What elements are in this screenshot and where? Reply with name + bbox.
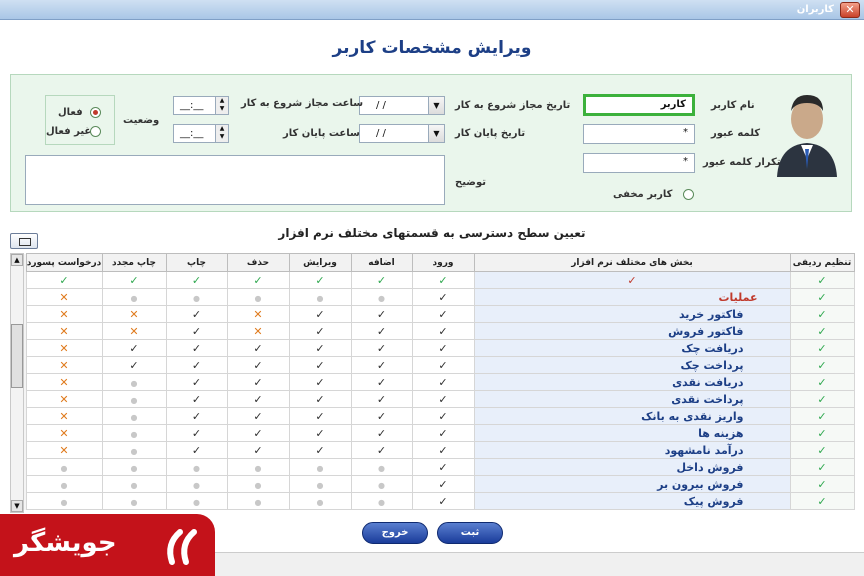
permission-cell[interactable]: ✓ <box>166 442 227 459</box>
table-row <box>10 357 854 374</box>
row-setting-cell[interactable]: ✓ <box>790 391 854 408</box>
permission-cell[interactable]: ✓ <box>289 425 351 442</box>
section-name-cell: فروش داخل <box>474 459 790 476</box>
table-row <box>10 374 854 391</box>
col-row-setting: تنظیم ردیفی <box>790 254 854 272</box>
inactive-label: غیر فعال <box>46 126 92 137</box>
spinner-icon[interactable]: ▲ ▼ <box>215 97 228 114</box>
permission-cell[interactable]: ✓ <box>289 357 351 374</box>
confirm-password-input[interactable]: * <box>583 153 695 173</box>
permission-cell[interactable]: ✓ <box>412 493 474 510</box>
permission-cell[interactable]: ✓ <box>166 408 227 425</box>
username-label: نام کاربر <box>711 100 755 111</box>
permission-cell[interactable]: ● <box>26 493 102 510</box>
row-setting-cell[interactable]: ✓ <box>790 493 854 510</box>
permission-cell[interactable]: ✓ <box>289 442 351 459</box>
permission-cell[interactable]: ✓ <box>351 425 412 442</box>
table-row <box>10 493 854 510</box>
inactive-radio[interactable] <box>90 126 101 137</box>
permission-cell[interactable]: ✓ <box>227 442 289 459</box>
section-name-cell: دریافت نقدی <box>474 374 790 391</box>
permission-cell: ✕ <box>26 289 102 306</box>
permission-cell[interactable]: ✕ <box>227 306 289 323</box>
table-group-row <box>10 289 854 306</box>
permission-cell[interactable]: ✓ <box>412 374 474 391</box>
active-radio[interactable] <box>90 107 101 118</box>
permission-cell: ● <box>351 289 412 306</box>
permission-cell[interactable]: ✓ <box>351 340 412 357</box>
permission-cell[interactable]: ✓ <box>412 357 474 374</box>
permission-cell[interactable]: ● <box>26 459 102 476</box>
permissions-table <box>10 253 855 510</box>
permission-cell: ✓ <box>412 289 474 306</box>
access-section-title: تعیین سطح دسترسی به قسمتهای مختلف نرم افزار <box>278 226 586 240</box>
permission-cell[interactable]: ✕ <box>102 306 166 323</box>
table-row <box>10 408 854 425</box>
permission-cell[interactable]: ● <box>166 459 227 476</box>
permission-cell[interactable]: ✓ <box>351 442 412 459</box>
exit-button[interactable]: خروج <box>362 522 428 544</box>
permission-cell[interactable]: ✓ <box>412 391 474 408</box>
scroll-up-icon[interactable]: ▲ <box>11 254 23 266</box>
permission-cell[interactable]: ● <box>102 425 166 442</box>
col-edit: ویرایش <box>289 254 351 272</box>
page-title: ویرایش مشخصات کاربر <box>332 38 532 58</box>
permission-cell[interactable]: ✕ <box>227 323 289 340</box>
permission-cell[interactable]: ✓ <box>289 408 351 425</box>
status-group <box>45 95 115 145</box>
end-time-label: ساعت پایان کار <box>283 128 360 139</box>
end-date-value: / / <box>376 128 386 139</box>
permission-cell[interactable]: ✓ <box>412 340 474 357</box>
row-setting-cell[interactable]: ✓ <box>790 340 854 357</box>
permission-cell[interactable]: ✓ <box>227 391 289 408</box>
section-name-cell: هزینه ها <box>474 425 790 442</box>
permission-cell[interactable]: ✕ <box>26 357 102 374</box>
window-titlebar <box>0 0 864 20</box>
row-setting-cell[interactable]: ✓ <box>790 374 854 391</box>
permission-cell[interactable]: ✕ <box>102 323 166 340</box>
table-row-toggle-all <box>10 272 854 289</box>
spinner-icon[interactable]: ▲ ▼ <box>215 125 228 142</box>
permission-cell[interactable]: ● <box>166 493 227 510</box>
permission-cell[interactable]: ● <box>351 476 412 493</box>
permission-cell[interactable]: ✓ <box>102 340 166 357</box>
table-header-row <box>10 254 854 272</box>
permission-cell[interactable]: ✕ <box>26 442 102 459</box>
table-row <box>10 442 854 459</box>
permission-cell[interactable]: ● <box>102 493 166 510</box>
permission-cell[interactable]: ✓ <box>166 357 227 374</box>
permission-cell[interactable]: ✓ <box>227 408 289 425</box>
permission-cell[interactable]: ✓ <box>289 306 351 323</box>
user-avatar-icon <box>773 89 841 177</box>
permission-cell[interactable]: ● <box>166 476 227 493</box>
start-date-value: / / <box>376 100 386 111</box>
toggle-all-cell[interactable]: ✓ <box>412 272 474 289</box>
row-setting-cell[interactable]: ✓ <box>790 272 854 289</box>
start-time-label: ساعت مجاز شروع به کار <box>241 98 364 109</box>
permission-cell[interactable]: ● <box>102 476 166 493</box>
permission-cell[interactable]: ● <box>26 476 102 493</box>
table-row <box>10 323 854 340</box>
permission-cell[interactable]: ✓ <box>412 306 474 323</box>
permission-cell[interactable]: ● <box>227 459 289 476</box>
chevron-down-icon[interactable]: ▼ <box>428 125 444 142</box>
permission-cell[interactable]: ✓ <box>289 340 351 357</box>
permission-cell[interactable]: ✓ <box>166 391 227 408</box>
permission-cell[interactable]: ✓ <box>412 323 474 340</box>
permission-cell: ● <box>166 289 227 306</box>
table-row <box>10 391 854 408</box>
permission-cell[interactable]: ✓ <box>412 408 474 425</box>
permission-cell[interactable]: ● <box>102 459 166 476</box>
permission-cell[interactable]: ● <box>102 391 166 408</box>
permission-cell[interactable]: ✓ <box>166 340 227 357</box>
row-setting-cell[interactable]: ✓ <box>790 357 854 374</box>
permission-cell[interactable]: ✓ <box>351 306 412 323</box>
permission-cell[interactable]: ● <box>351 459 412 476</box>
save-button[interactable]: ثبت <box>437 522 503 544</box>
row-setting-cell[interactable]: ✓ <box>790 425 854 442</box>
permission-cell[interactable]: ✓ <box>227 340 289 357</box>
row-setting-cell[interactable]: ✓ <box>790 442 854 459</box>
permission-cell[interactable]: ✓ <box>289 391 351 408</box>
permission-cell[interactable]: ✓ <box>351 408 412 425</box>
row-setting-cell[interactable]: ✓ <box>790 323 854 340</box>
permission-cell[interactable]: ✕ <box>26 425 102 442</box>
description-textarea[interactable] <box>25 155 445 205</box>
table-row <box>10 340 854 357</box>
toggle-all-cell[interactable]: ✓ <box>289 272 351 289</box>
start-time-input[interactable] <box>173 96 229 115</box>
permission-cell[interactable]: ✓ <box>412 425 474 442</box>
permission-cell[interactable]: ✕ <box>26 306 102 323</box>
password-input[interactable]: * <box>583 124 695 144</box>
permission-cell[interactable]: ● <box>289 459 351 476</box>
permission-cell[interactable]: ✓ <box>412 476 474 493</box>
section-name-cell: پرداخت چک <box>474 357 790 374</box>
toggle-all-cell[interactable]: ✓ <box>26 272 102 289</box>
permission-cell[interactable]: ✓ <box>227 425 289 442</box>
permission-cell[interactable]: ● <box>227 476 289 493</box>
row-setting-cell[interactable]: ✓ <box>790 408 854 425</box>
section-name-cell: فروش بیرون بر <box>474 476 790 493</box>
permission-cell[interactable]: ● <box>102 442 166 459</box>
permission-cell[interactable]: ✓ <box>102 357 166 374</box>
section-name-cell: درآمد نامشهود <box>474 442 790 459</box>
permission-cell[interactable]: ✓ <box>351 391 412 408</box>
close-icon[interactable]: ✕ <box>840 2 860 18</box>
section-name-cell: فروش پیک <box>474 493 790 510</box>
permission-cell[interactable]: ✓ <box>166 425 227 442</box>
permission-cell[interactable]: ✓ <box>289 323 351 340</box>
section-name-cell: دریافت چک <box>474 340 790 357</box>
permission-cell[interactable]: ✓ <box>166 323 227 340</box>
password-label: کلمه عبور <box>711 128 761 139</box>
permission-cell[interactable]: ✓ <box>412 442 474 459</box>
table-row <box>10 306 854 323</box>
start-date-label: تاریخ مجاز شروع به کار <box>455 100 571 111</box>
start-date-picker[interactable] <box>359 96 445 115</box>
col-print: چاپ <box>166 254 227 272</box>
toggle-all-cell[interactable]: ✓ <box>474 272 790 289</box>
confirm-password-label: تکرار کلمه عبور <box>703 157 781 168</box>
status-label: وضعیت <box>123 115 160 126</box>
permission-cell[interactable]: ✕ <box>26 323 102 340</box>
end-time-value: __:__ <box>180 128 204 139</box>
permission-cell[interactable]: ● <box>289 476 351 493</box>
hidden-user-radio[interactable] <box>683 189 694 200</box>
permission-cell[interactable]: ✓ <box>351 374 412 391</box>
permission-cell[interactable]: ● <box>289 493 351 510</box>
end-date-label: تاریخ پایان کار <box>455 128 526 139</box>
permission-cell: ● <box>227 289 289 306</box>
permission-cell[interactable]: ✕ <box>26 408 102 425</box>
brand-logo <box>0 514 215 576</box>
permission-cell[interactable]: ✓ <box>289 374 351 391</box>
permission-cell[interactable]: ✕ <box>26 340 102 357</box>
user-form-panel <box>10 74 852 212</box>
col-reprint: چاپ مجدد <box>102 254 166 272</box>
row-setting-cell[interactable]: ✓ <box>790 476 854 493</box>
permission-cell[interactable]: ✓ <box>166 374 227 391</box>
section-name-cell: واریز نقدی به بانک <box>474 408 790 425</box>
toggle-all-cell[interactable]: ✓ <box>166 272 227 289</box>
row-setting-cell[interactable]: ✓ <box>790 459 854 476</box>
window-title: کاربران <box>796 4 834 15</box>
col-delete: حذف <box>227 254 289 272</box>
hidden-user-label: کاربر مخفی <box>613 189 673 200</box>
chevron-down-icon[interactable]: ▼ <box>428 97 444 114</box>
end-date-picker[interactable] <box>359 124 445 143</box>
permission-cell[interactable]: ● <box>227 493 289 510</box>
row-setting-cell[interactable]: ✓ <box>790 306 854 323</box>
permission-cell[interactable]: ✓ <box>412 459 474 476</box>
start-time-value: __:__ <box>180 100 204 111</box>
permission-cell[interactable]: ✕ <box>26 374 102 391</box>
brand-logo-icon <box>162 526 202 566</box>
brand-logo-text: جویشگر <box>14 528 117 558</box>
active-label: فعال <box>58 107 83 118</box>
section-name-cell: فاکتور خرید <box>474 306 790 323</box>
permission-cell[interactable]: ✓ <box>166 306 227 323</box>
permission-cell: ● <box>289 289 351 306</box>
col-enter: ورود <box>412 254 474 272</box>
permission-cell: ● <box>102 289 166 306</box>
section-name-cell: پرداخت نقدی <box>474 391 790 408</box>
permission-cell[interactable]: ● <box>102 408 166 425</box>
table-row <box>10 476 854 493</box>
toggle-all-cell[interactable]: ✓ <box>227 272 289 289</box>
description-label: توضیح <box>455 177 486 188</box>
permission-cell[interactable]: ✓ <box>227 357 289 374</box>
permission-cell[interactable]: ● <box>102 374 166 391</box>
end-time-input[interactable] <box>173 124 229 143</box>
permission-cell[interactable]: ✓ <box>227 374 289 391</box>
toggle-all-cell[interactable]: ✓ <box>102 272 166 289</box>
permission-cell[interactable]: ● <box>351 493 412 510</box>
table-scrollbar[interactable] <box>10 253 24 513</box>
scroll-down-icon[interactable]: ▼ <box>11 500 23 512</box>
col-password-request: درخواست پسورد <box>26 254 102 272</box>
window-toggle-button[interactable] <box>10 233 38 249</box>
toggle-all-cell[interactable]: ✓ <box>351 272 412 289</box>
username-input[interactable]: کاربر <box>583 94 695 116</box>
table-row <box>10 459 854 476</box>
group-label-operations: عملیات <box>474 289 790 306</box>
scroll-thumb[interactable] <box>11 324 23 388</box>
col-section: بخش های مختلف نرم افزار <box>474 254 790 272</box>
permission-cell[interactable]: ✓ <box>351 323 412 340</box>
col-add: اضافه <box>351 254 412 272</box>
permission-cell[interactable]: ✕ <box>26 391 102 408</box>
table-row <box>10 425 854 442</box>
row-setting-cell[interactable]: ✓ <box>790 289 854 306</box>
section-name-cell: فاکتور فروش <box>474 323 790 340</box>
permission-cell[interactable]: ✓ <box>351 357 412 374</box>
